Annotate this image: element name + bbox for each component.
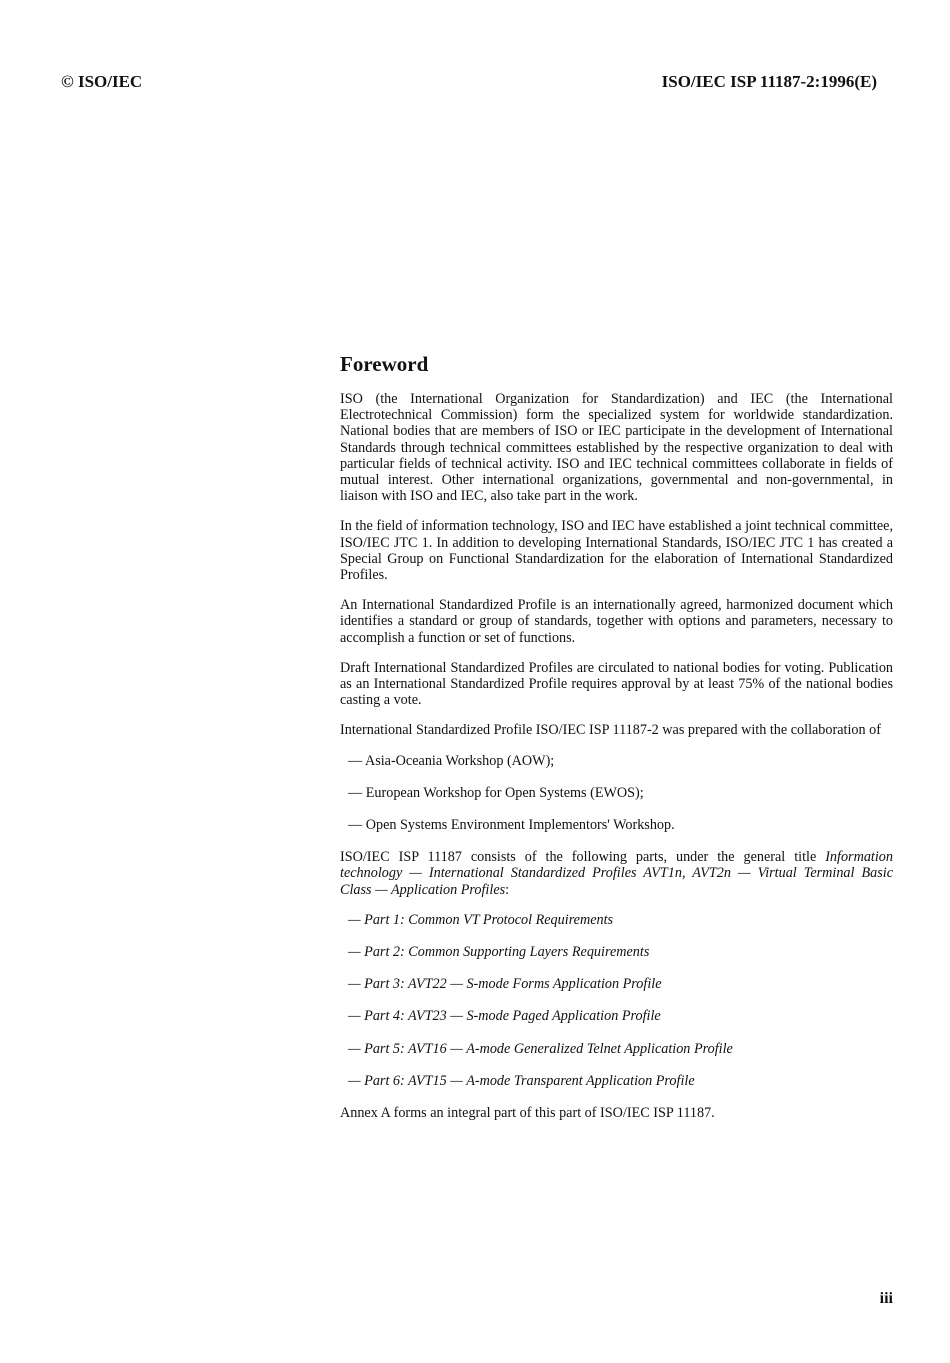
part-item: — Part 2: Common Supporting Layers Requirements <box>348 944 650 961</box>
part-item: — Part 5: AVT16 — A-mode Generalized Telnet Application Profile <box>348 1040 733 1057</box>
part-item: — Part 4: AVT23 — S-mode Paged Application Profile <box>348 1008 661 1025</box>
foreword-paragraph-collaboration: International Standardized Profile ISO/IEC ISP 11187-2 was prepared with the collaboration of <box>340 722 881 739</box>
part-item: — Part 6: AVT15 — A-mode Transparent Application Profile <box>348 1072 695 1089</box>
part-item: — Part 3: AVT22 — S-mode Forms Application Profile <box>348 976 662 993</box>
foreword-paragraph-jtc1: In the field of information technology, ISO and IEC have established a joint technical committee, ISO/IEC JTC 1. In addition to developing International Standards, ISO/IEC JTC 1 has created a Special Group on Functional Standardization for the elaboration of International Standardized Profiles. <box>340 518 893 584</box>
parts-intro-text: ISO/IEC ISP 11187 consists of the following parts, under the general title <box>340 849 826 866</box>
collaborator-item: — Open Systems Environment Implementors' Workshop. <box>348 817 675 834</box>
foreword-paragraph-iso-iec: ISO (the International Organization for Standardization) and IEC (the International Electrotechnical Commission) form the specialized system for worldwide standardization. National bodies that are members of ISO or IEC participate in the development of International Standards through technical committees established by the respective organization to deal with particular fields of technical activity. ISO and IEC technical committees collaborate in fields of mutual interest. Other international organizations, governmental and non-governmental, in liaison with ISO and IEC, also take part in the work. <box>340 391 893 505</box>
foreword-section <box>340 352 893 1135</box>
part-item: — Part 1: Common VT Protocol Requirements <box>348 911 614 928</box>
document-identifier: ISO/IEC ISP 11187-2:1996(E) <box>661 72 877 91</box>
parts-intro-end: : <box>505 881 510 898</box>
foreword-paragraph-parts-intro <box>340 849 893 898</box>
foreword-paragraph-isp-definition: An International Standardized Profile is an internationally agreed, harmonized document which identifies a standard or group of standards, together with options and parameters, necessary to accomplish a function or set of functions. <box>340 597 893 646</box>
collaborator-item: — Asia-Oceania Workshop (AOW); <box>348 752 555 769</box>
header-copyright: © ISO/IEC <box>61 72 143 91</box>
collaborator-item: — European Workshop for Open Systems (EWOS); <box>348 784 644 801</box>
annex-note: Annex A forms an integral part of this part of ISO/IEC ISP 11187. <box>340 1105 715 1122</box>
foreword-paragraph-draft-voting: Draft International Standardized Profiles are circulated to national bodies for voting. Publication as an International Standardized Profile requires approval by at least 75% of the national bodies casting a vote. <box>340 659 893 709</box>
foreword-title: Foreword <box>340 352 429 376</box>
general-title: Information technology — International Standardized Profiles AVT1n, AVT2n — Virtual Terminal Basic Class — Application Profiles <box>340 849 893 898</box>
page-number: iii <box>879 1290 893 1307</box>
